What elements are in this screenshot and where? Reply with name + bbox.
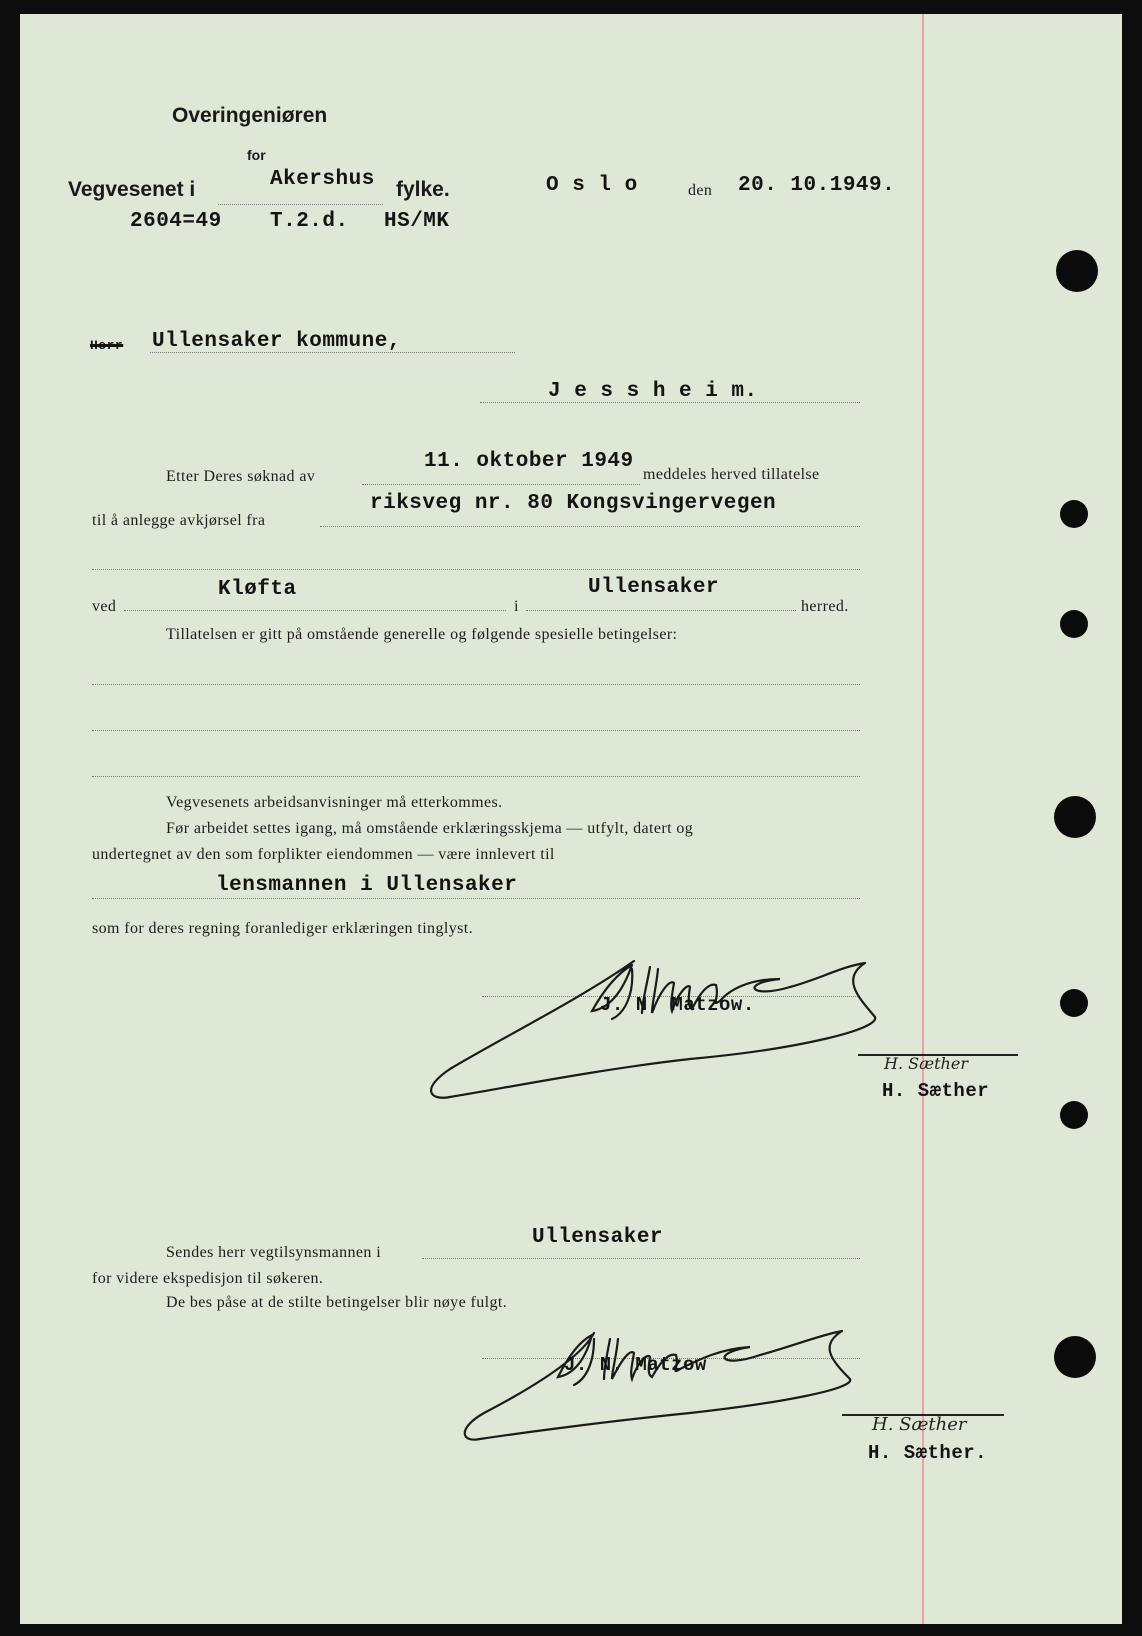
conditions-line (92, 730, 860, 731)
submit-to: lensmannen i Ullensaker (216, 874, 518, 897)
p1-suffix: meddeles herved tillatelse (643, 466, 820, 483)
application-date-line (362, 484, 640, 485)
handwritten-signature (420, 939, 880, 1139)
punch-hole (1060, 1101, 1088, 1129)
office-prefix: Vegvesenet i (68, 178, 196, 201)
red-margin-line (922, 14, 924, 1624)
signer-name: J. N. Matzow. (600, 994, 755, 1016)
conditions-text: Tillatelsen er gitt på omstående generelle og følgende spesielle betingelser: (166, 626, 678, 643)
blank-line (92, 569, 860, 570)
handwritten-signature (460, 1309, 880, 1469)
municipality: Ullensaker (588, 576, 720, 599)
countersigner-name: H. Sæther. (868, 1442, 988, 1464)
application-date: 11. oktober 1949 (424, 450, 634, 473)
forward-line-3: De bes påse at de stilte betingelser blir nøye fulgt. (166, 1294, 508, 1311)
ref-initials: HS/MK (384, 210, 450, 233)
instruction-3: som for deres regning foranlediger erklæringen tinglyst. (92, 920, 473, 937)
signer-name: J. N. Matzow (564, 1354, 707, 1376)
struck-salutation: Herr (90, 338, 124, 353)
letter-date: 20. 10.1949. (738, 174, 896, 197)
county-line (218, 204, 383, 205)
date-label: den (688, 182, 713, 199)
instruction-2b: undertegnet av den som forplikter eiendommen — være innlevert til (92, 846, 555, 863)
ref-dept: T.2.d. (270, 210, 349, 233)
punch-hole (1060, 610, 1088, 638)
place: O s l o (546, 174, 638, 197)
ref-number: 2604=49 (130, 210, 222, 233)
punch-hole (1054, 1336, 1096, 1378)
countersign-initials: H. Sæther (872, 1414, 967, 1435)
punch-hole (1056, 250, 1098, 292)
road: riksveg nr. 80 Kongsvingervegen (370, 492, 777, 515)
district-line (422, 1258, 860, 1259)
conditions-line (92, 776, 860, 777)
document-page (20, 14, 1122, 1624)
recipient-name: Ullensaker kommune, (152, 330, 401, 353)
office-suffix: fylke. (396, 178, 450, 201)
submit-to-line (92, 898, 860, 899)
punch-hole (1060, 500, 1088, 528)
countersigner-name: H. Sæther (882, 1080, 990, 1102)
punch-hole (1054, 796, 1096, 838)
road-line (320, 526, 860, 527)
letterhead-title: Overingeniøren (172, 104, 328, 127)
punch-hole (1060, 989, 1088, 1017)
herred-label: herred. (801, 598, 849, 615)
district: Ullensaker (532, 1226, 664, 1249)
location: Kløfta (218, 578, 297, 601)
city-line (480, 402, 860, 403)
i-label: i (514, 598, 519, 615)
countersign-initials: H. Sæther (884, 1054, 968, 1073)
p2-prefix: til å anlegge avkjørsel fra (92, 512, 266, 529)
recipient-line (150, 352, 515, 353)
instruction-2a: Før arbeidet settes igang, må omstående erklæringsskjema — utfylt, datert og (166, 820, 694, 837)
recipient-city: J e s s h e i m. (548, 380, 758, 403)
p1-prefix: Etter Deres søknad av (166, 468, 316, 485)
municipality-line (526, 610, 796, 611)
instruction-1: Vegvesenets arbeidsanvisninger må etterkommes. (166, 794, 503, 811)
county: Akershus (270, 168, 375, 191)
ved-label: ved (92, 598, 117, 615)
location-line (124, 610, 506, 611)
forward-line-1: Sendes herr vegtilsynsmannen i (166, 1244, 382, 1261)
letterhead-for: for (247, 147, 266, 163)
forward-line-2: for videre ekspedisjon til søkeren. (92, 1270, 324, 1287)
conditions-line (92, 684, 860, 685)
